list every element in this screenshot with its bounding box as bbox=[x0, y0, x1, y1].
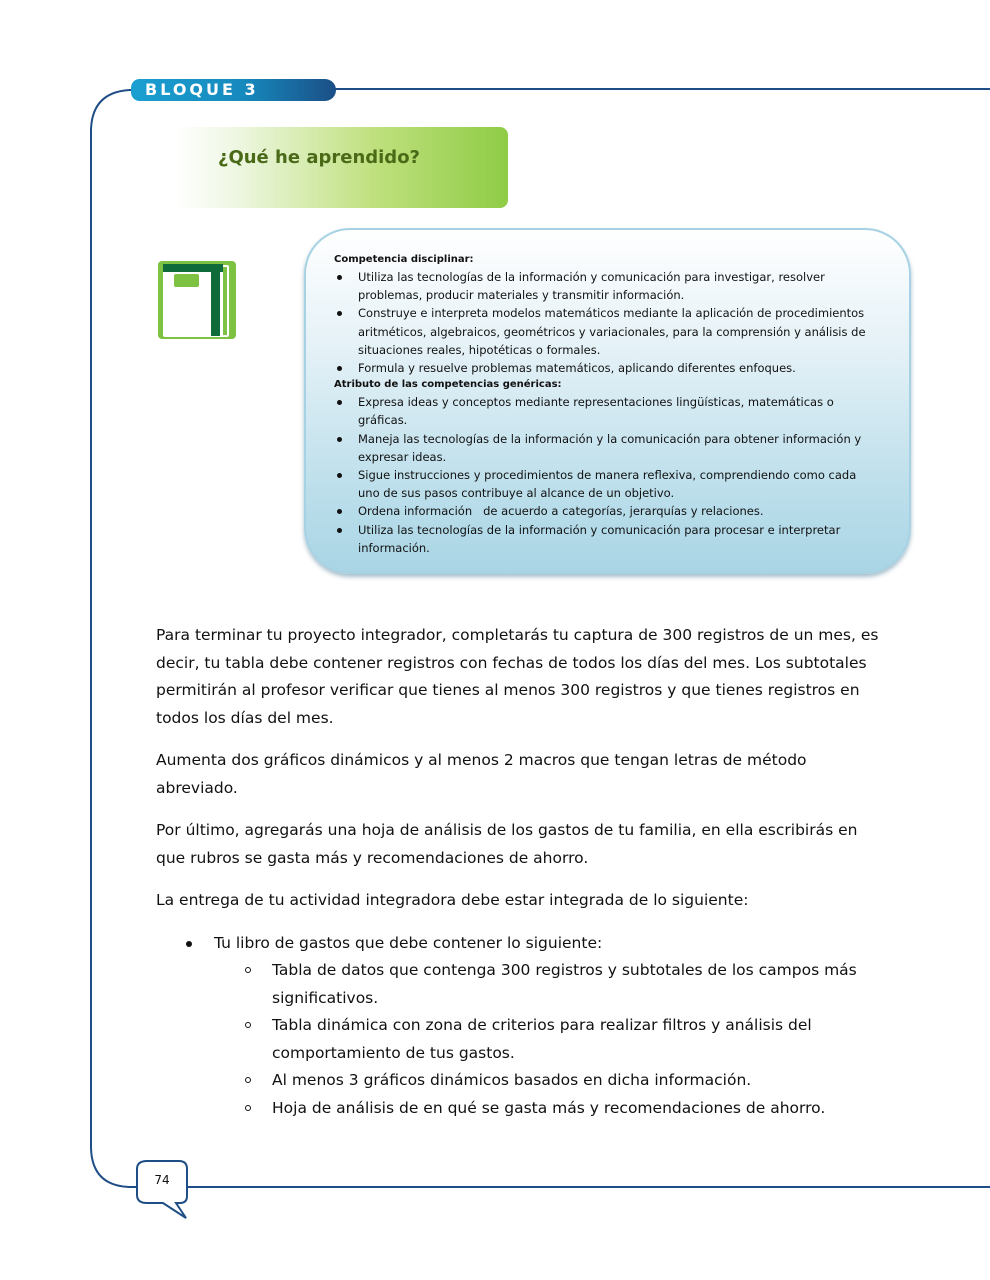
main-item-text: Tu libro de gastos que debe contener lo siguiente: bbox=[214, 933, 603, 952]
page-number: 74 bbox=[154, 1173, 170, 1187]
list-item bbox=[156, 930, 886, 1123]
bloque-label: BLOQUE 3 bbox=[131, 79, 336, 101]
deliverables-list bbox=[156, 930, 886, 1123]
paragraph: Por último, agregarás una hoja de análisis de los gastos de tu familia, en ella escribirás en que rubros se gasta más y recomendaciones de ahorro. bbox=[156, 821, 858, 867]
paragraph: Aumenta dos gráficos dinámicos y al menos 2 macros que tengan letras de método abreviado. bbox=[156, 751, 807, 797]
sub-list-item: Tabla dinámica con zona de criterios para realizar filtros y análisis del comportamiento de tus gastos. bbox=[214, 1012, 886, 1067]
paragraph: Para terminar tu proyecto integrador, completarás tu captura de 300 registros de un mes, es decir, tu tabla debe contener registros con fechas de todos los días del mes. Los subtotales permitirán al profesor verificar que tienes al menos 300 registros y que tienes registros en todos los días del mes. bbox=[156, 626, 879, 727]
section-banner bbox=[176, 127, 508, 208]
list-item: Expresa ideas y conceptos mediante representaciones lingüísticas, matemáticas o gráficas. bbox=[334, 393, 879, 429]
competencias-box bbox=[304, 228, 911, 574]
sub-list-item: Hoja de análisis de en qué se gasta más y recomendaciones de ahorro. bbox=[214, 1095, 886, 1123]
list-item: Maneja las tecnologías de la información y la comunicación para obtener información y expresar ideas. bbox=[334, 430, 879, 466]
list-item: Construye e interpreta modelos matemáticos mediante la aplicación de procedimientos aritméticos, algebraicos, geométricos y variacionales, para la comprensión y análisis de situaciones reales, hipotéticas o formales. bbox=[334, 304, 879, 359]
list-item: Utiliza las tecnologías de la información y comunicación para procesar e interpretar información. bbox=[334, 521, 879, 557]
sub-list-item: Al menos 3 gráficos dinámicos basados en dicha información. bbox=[214, 1067, 886, 1095]
body-content bbox=[156, 622, 886, 1122]
disciplinar-heading: Competencia disciplinar: bbox=[334, 254, 474, 265]
notebook-icon bbox=[155, 258, 239, 342]
list-item: Sigue instrucciones y procedimientos de manera reflexiva, comprendiendo como cada uno de sus pasos contribuye al alcance de un objetivo. bbox=[334, 466, 879, 502]
list-item: Ordena información de acuerdo a categorías, jerarquías y relaciones. bbox=[334, 502, 879, 520]
genericas-list bbox=[334, 393, 879, 557]
disciplinar-list bbox=[334, 268, 879, 377]
deliverables-sublist bbox=[214, 957, 886, 1122]
section-title: ¿Qué he aprendido? bbox=[218, 147, 420, 168]
paragraph: La entrega de tu actividad integradora debe estar integrada de lo siguiente: bbox=[156, 891, 749, 909]
genericas-heading: Atributo de las competencias genéricas: bbox=[334, 379, 562, 391]
sub-list-item: Tabla de datos que contenga 300 registros y subtotales de los campos más significativos. bbox=[214, 957, 886, 1012]
list-item: Utiliza las tecnologías de la información y comunicación para investigar, resolver problemas, producir materiales y transmitir información. bbox=[334, 268, 879, 304]
list-item: Formula y resuelve problemas matemáticos, aplicando diferentes enfoques. bbox=[334, 359, 879, 377]
